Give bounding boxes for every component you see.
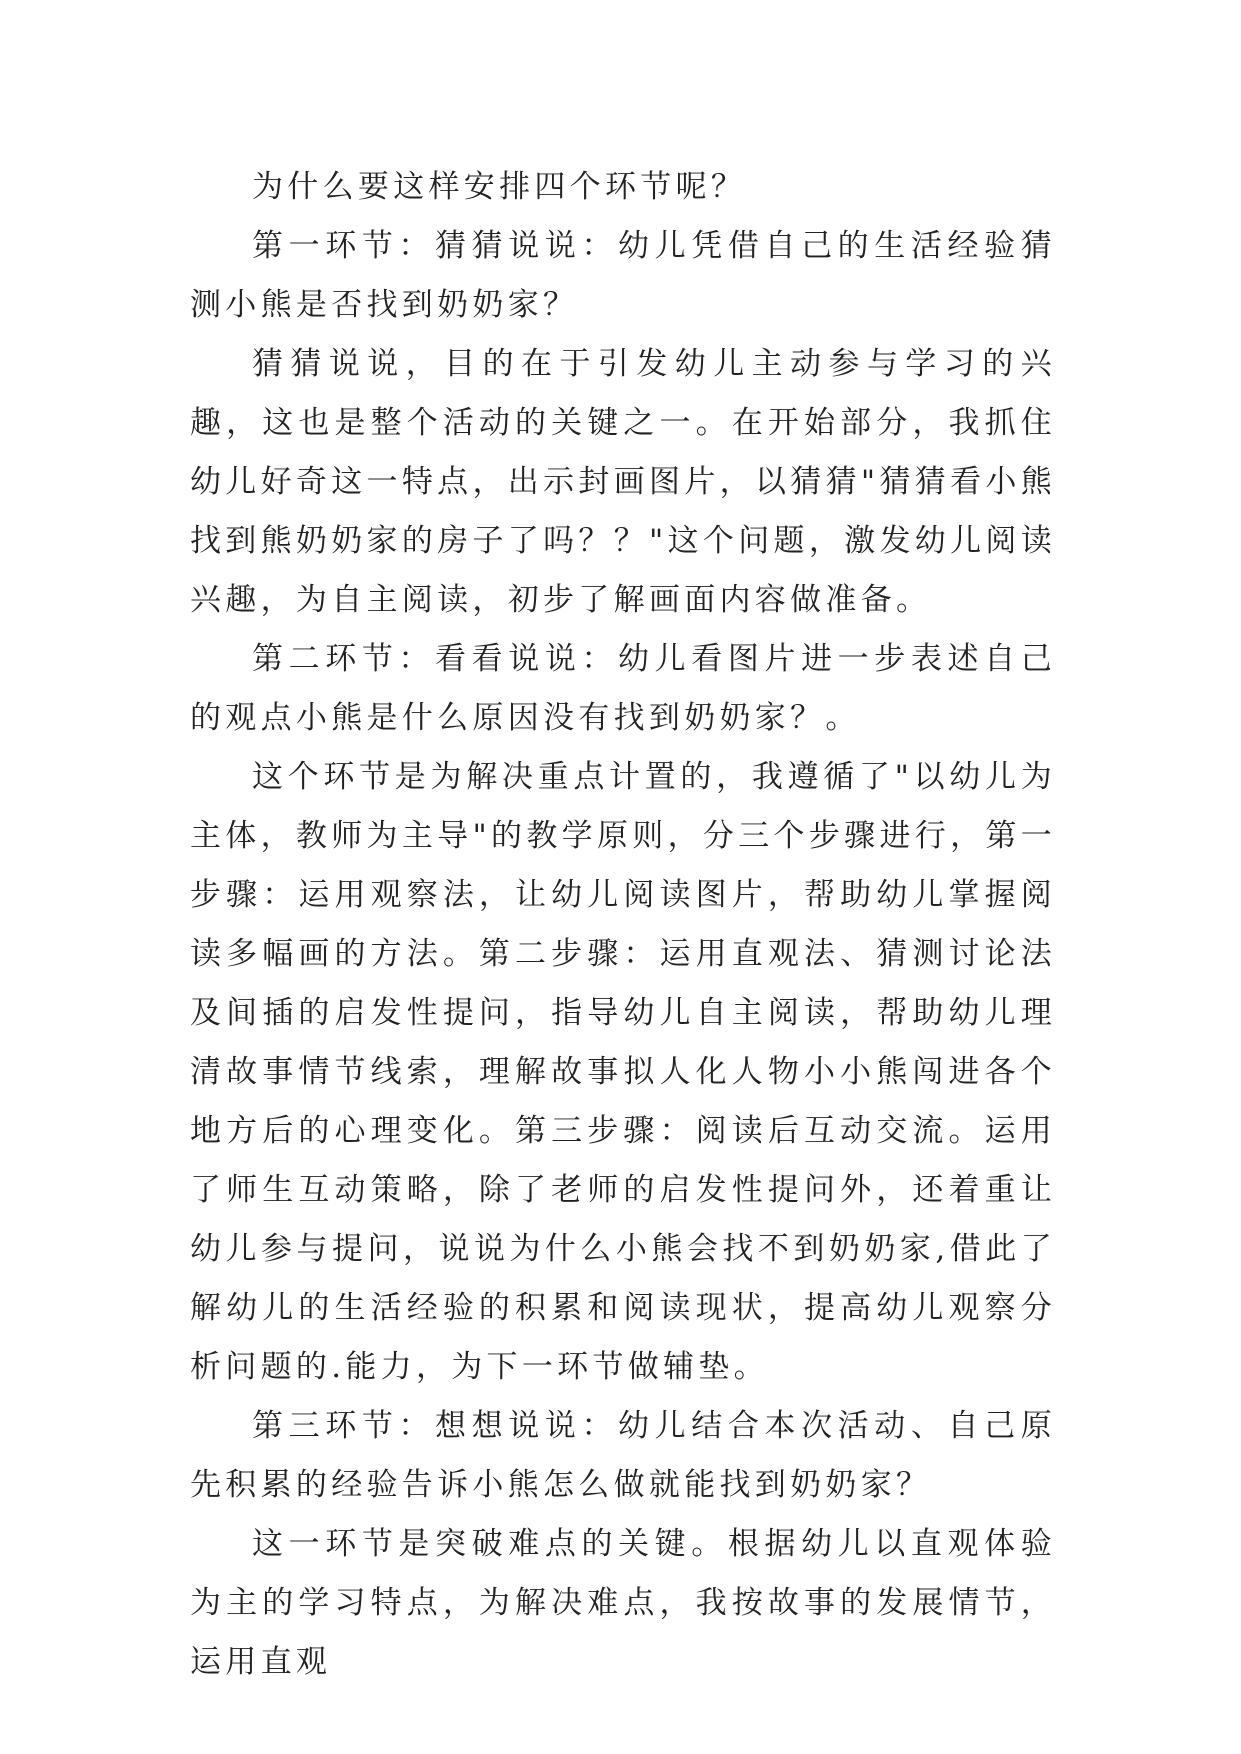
paragraph: 第一环节：猜猜说说：幼儿凭借自己的生活经验猜测小熊是否找到奶奶家？ [190, 228, 1056, 323]
paragraph: 这个环节是为解决重点计置的，我遵循了"以幼儿为主体，教师为主导"的教学原则，分三个步骤进行，第一步骤：运用观察法，让幼儿阅读图片，帮助幼儿掌握阅读多幅画的方法。第二步骤：运用直观法、猜测讨论法及间插的启发性提问，指导幼儿自主阅读，帮助幼儿理清故事情节线索，理解故事拟人化人物小小熊闯进各个地方后的心理变化。第三步骤：阅读后互动交流。运用了师生互动策略，除了老师的启发性提问外，还着重让幼儿参与提问，说说为什么小熊会找不到奶奶家,借此了解幼儿的生活经验的积累和阅读现状，提高幼儿观察分析问题的.能力，为下一环节做辅垫。 [190, 759, 1056, 1385]
paragraph: 第二环节：看看说说：幼儿看图片进一步表述自己的观点小熊是什么原因没有找到奶奶家？。 [190, 641, 1056, 736]
paragraph: 这一环节是突破难点的关键。根据幼儿以直观体验为主的学习特点，为解决难点，我按故事的发展情节，运用直观 [190, 1526, 1056, 1680]
document-body [190, 158, 1056, 1692]
paragraph: 第三环节：想想说说：幼儿结合本次活动、自己原先积累的经验告诉小熊怎么做就能找到奶奶家？ [190, 1408, 1056, 1503]
paragraph: 猜猜说说，目的在于引发幼儿主动参与学习的兴趣，这也是整个活动的关键之一。在开始部分，我抓住幼儿好奇这一特点，出示封画图片，以猜猜"猜猜看小熊找到熊奶奶家的房子了吗？？"这个问题，激发幼儿阅读兴趣，为自主阅读，初步了解画面内容做准备。 [190, 346, 1056, 618]
paragraph: 为什么要这样安排四个环节呢？ [252, 169, 747, 205]
